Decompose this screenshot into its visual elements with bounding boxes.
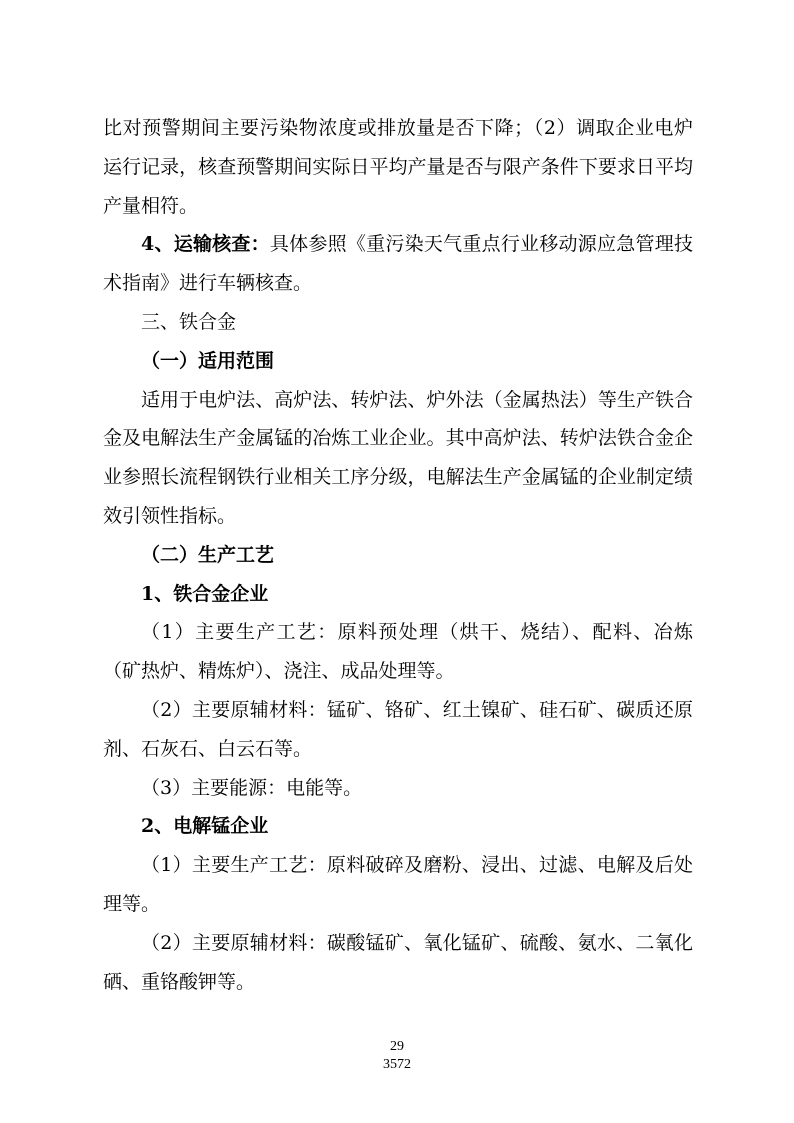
- paragraph-manganese-process: （1）主要生产工艺：原料破碎及磨粉、浸出、过滤、电解及后处理等。: [103, 854, 693, 915]
- transport-inspection-text: 具体参照《重污染天气重点行业移动源应急管理技术指南》进行车辆核查。: [103, 233, 693, 295]
- document-body: [103, 109, 693, 1001]
- transport-inspection-heading: 4、运输核查：: [141, 233, 270, 256]
- paragraph-scope: 适用于电炉法、高炉法、转炉法、炉外法（金属热法）等生产铁合金及电解法生产金属锰的冶炼工业企业。其中高炉法、转炉法铁合金企业参照长流程钢铁行业相关工序分级，电解法生产金属锰的企业制定绩效引领性指标。: [103, 388, 693, 527]
- paragraph-manganese-materials: （2）主要原辅材料：碳酸锰矿、氧化锰矿、硫酸、氨水、二氧化硒、重铬酸钾等。: [103, 931, 693, 993]
- total-page-number: 3572: [383, 1057, 411, 1072]
- heading-ferroalloy-enterprise: 1、铁合金企业: [141, 582, 269, 605]
- page-number: 29: [390, 1039, 404, 1054]
- paragraph-ferroalloy-energy: （3）主要能源：电能等。: [141, 776, 363, 799]
- paragraph-ferroalloy-materials: （2）主要原辅材料：锰矿、铬矿、红土镍矿、硅石矿、碳质还原剂、石灰石、白云石等。: [103, 698, 693, 760]
- heading-electrolytic-manganese-enterprise: 2、电解锰企业: [141, 815, 269, 838]
- subsection-heading-process: （二）生产工艺: [141, 543, 275, 566]
- section-heading-ferroalloy: 三、铁合金: [141, 310, 237, 333]
- subsection-heading-scope: （一）适用范围: [141, 349, 275, 372]
- paragraph-transport-inspection: [103, 225, 693, 303]
- paragraph-continued-inspection: 比对预警期间主要污染物浓度或排放量是否下降；（2）调取企业电炉运行记录，核查预警期间实际日平均产量是否与限产条件下要求日平均产量相符。: [103, 117, 693, 217]
- paragraph-ferroalloy-process: （1）主要生产工艺：原料预处理（烘干、烧结）、配料、冶炼（矿热炉、精炼炉）、浇注、成品处理等。: [103, 621, 693, 683]
